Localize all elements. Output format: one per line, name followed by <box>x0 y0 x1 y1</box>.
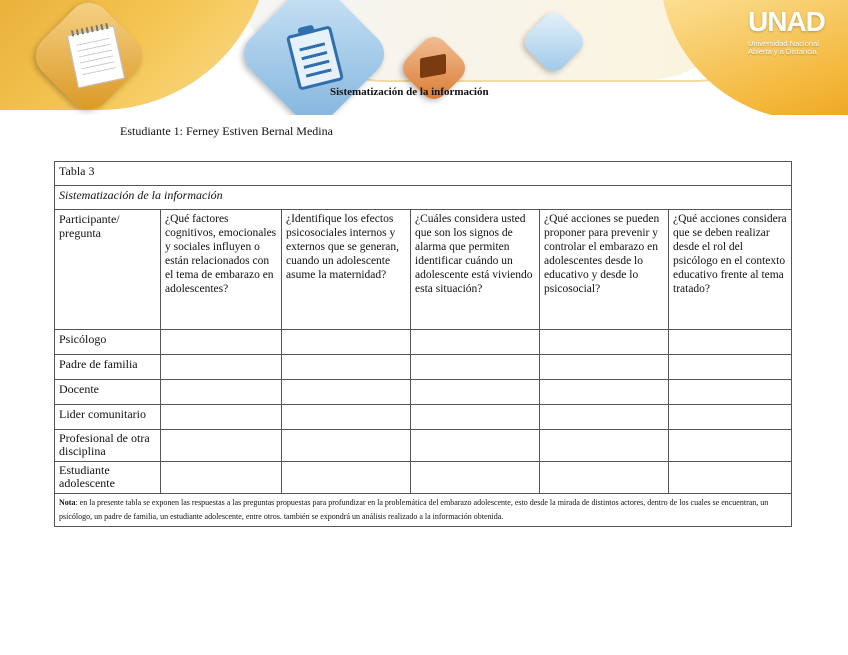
answer-cell <box>669 380 792 405</box>
answer-cell <box>669 405 792 430</box>
question-1: ¿Qué factores cognitivos, emocionales y sociales influyen o están relacionados con el tema de embarazo en adolescentes? <box>161 210 282 330</box>
table-caption-row <box>55 162 792 186</box>
participant-label: Estudiante adolescente <box>55 462 161 494</box>
answer-cell <box>282 380 411 405</box>
question-5: ¿Qué acciones considera que se deben realizar desde el rol del psicólogo en el contexto educativo frente al tema tratado? <box>669 210 792 330</box>
table-subcaption: Sistematización de la información <box>55 186 792 210</box>
answer-cell <box>411 430 540 462</box>
answer-cell <box>540 462 669 494</box>
answer-cell <box>282 462 411 494</box>
answer-cell <box>669 430 792 462</box>
table-row <box>55 462 792 494</box>
question-3: ¿Cuáles considera usted que son los signos de alarma que permiten identificar cuándo un adolescente está viviendo esta situación? <box>411 210 540 330</box>
answer-cell <box>540 405 669 430</box>
document-title: Sistematización de la información <box>330 86 489 98</box>
participant-label: Psicólogo <box>55 330 161 355</box>
answer-cell <box>411 405 540 430</box>
answer-cell <box>161 355 282 380</box>
answer-cell <box>282 355 411 380</box>
answer-cell <box>282 330 411 355</box>
participant-label: Lider comunitario <box>55 405 161 430</box>
answer-cell <box>161 462 282 494</box>
answer-cell <box>411 355 540 380</box>
systematization-table <box>54 161 792 527</box>
table-row <box>55 430 792 462</box>
answer-cell <box>411 462 540 494</box>
answer-cell <box>161 380 282 405</box>
answer-cell <box>161 430 282 462</box>
participant-label: Profesional de otra disciplina <box>55 430 161 462</box>
question-4: ¿Qué acciones se pueden proponer para prevenir y controlar el embarazo en adolescentes desde lo educativo y desde lo psicosocial? <box>540 210 669 330</box>
answer-cell <box>161 405 282 430</box>
note-text: : en la presente tabla se exponen las respuestas a las preguntas propuestas para profundizar en la problemática del embarazo adolescente, esto desde la mirada de distintos actores, dentro de los cuales se encuentran, un psicólogo, un padre de familia, un estudiante adolescente, entre otros. también se expondrá un análisis realizado a la información obtenida. <box>59 498 769 521</box>
answer-cell <box>540 355 669 380</box>
answer-cell <box>669 330 792 355</box>
table-note <box>55 494 792 527</box>
answer-cell <box>540 380 669 405</box>
table-row <box>55 355 792 380</box>
table-row <box>55 330 792 355</box>
answer-cell <box>411 330 540 355</box>
table-row <box>55 380 792 405</box>
answer-cell <box>282 430 411 462</box>
answer-cell <box>540 330 669 355</box>
answer-cell <box>540 430 669 462</box>
participant-label: Padre de familia <box>55 355 161 380</box>
corner-header: Participante/ pregunta <box>55 210 161 330</box>
question-2: ¿Identifique los efectos psicosociales internos y externos que se generan, cuando un adolescente asume la maternidad? <box>282 210 411 330</box>
note-label: Nota <box>59 498 76 507</box>
student-line: Estudiante 1: Ferney Estiven Bernal Medina <box>120 124 333 138</box>
table-subcaption-row <box>55 186 792 210</box>
unad-logo: UNAD <box>748 6 825 37</box>
answer-cell <box>669 462 792 494</box>
table-header-row <box>55 210 792 330</box>
answer-cell <box>282 405 411 430</box>
table-caption: Tabla 3 <box>55 162 792 186</box>
table-note-row <box>55 494 792 527</box>
unad-logo-subtitle: Universidad Nacional Abierta y a Distancia <box>748 39 819 56</box>
answer-cell <box>411 380 540 405</box>
table-row <box>55 405 792 430</box>
answer-cell <box>669 355 792 380</box>
answer-cell <box>161 330 282 355</box>
participant-label: Docente <box>55 380 161 405</box>
